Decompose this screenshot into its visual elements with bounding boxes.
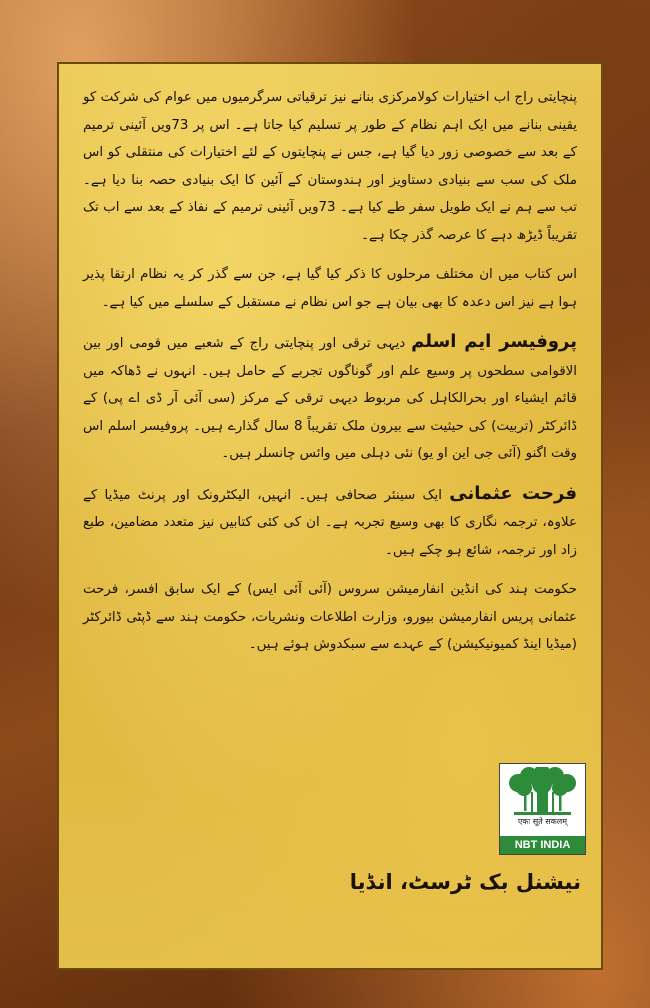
blurb-text	[83, 84, 577, 671]
career-paragraph: حکومت ہند کی انڈین انفارمیشن سروس (آئی آئی ایس) کے ایک سابق افسر، فرحت عثمانی پریس انفارمیشن بیورو، وزارت اطلاعات ونشریات، حکومت ہند سے ڈپٹی ڈائرکٹر (میڈیا اینڈ کمیونیکیشن) کے عہدے سے سبکدوش ہوئے ہیں۔	[83, 582, 577, 652]
logo-label: NBT INDIA	[500, 836, 585, 854]
author2-bio: ایک سینئر صحافی ہیں۔ انہیں، الیکٹرونک اور پرنٹ میڈیا کے علاوہ، ترجمہ نگاری کا بھی وسیع تجربہ ہے۔ ان کی کئی کتابیں نیز متعدد مضامین، طبع زاد اور ترجمہ، شائع ہو چکے ہیں۔	[83, 487, 577, 558]
back-cover-panel	[57, 62, 603, 970]
publisher-name: نیشنل بک ٹرسٹ، انڈیا	[349, 870, 581, 894]
logo-tagline: एकः सूते सकलम्	[518, 817, 567, 826]
nbt-logo	[499, 763, 586, 855]
author2-name: فرحت عثمانی	[449, 482, 577, 504]
contents-paragraph: اس کتاب میں ان مختلف مرحلوں کا ذکر کیا گیا ہے، جن سے گذر کر یہ نظام ارتقا پذیر ہوا ہے نیز اس دعدہ کا بھی بیان ہے جو اس نظام نے مستقبل کے سلسلے میں کیا ہے۔	[83, 267, 577, 310]
author1-paragraph	[83, 328, 577, 468]
author1-bio: دیہی ترقی اور پنچایتی راج کے شعبے میں قومی اور بین الاقوامی سطحوں پر وسیع علم اور گوناگوں تجربے کے حامل ہیں۔ انہوں نے ڈھاکہ میں قائم ایشیاء اور بحرالکاہل کی مربوط دیہی ترقی کے مرکز (سی آئی آر ڈی اے پی) کے ڈائرکٹر (تربیت) کی حیثیت سے بیرون ملک تقریباً 8 سال گذارے ہیں۔ پروفیسر اسلم اس وقت اگنو (آئی جی این او یو) نئی دہلی میں وائس چانسلر ہیں۔	[83, 336, 577, 461]
author2-paragraph	[83, 480, 577, 565]
author1-name: پروفیسر ایم اسلم	[411, 331, 578, 352]
banyan-tree-icon	[504, 767, 581, 817]
intro-paragraph: پنچایتی راج اب اختیارات کولامرکزی بنانے نیز ترقیاتی سرگرمیوں میں عوام کی شرکت کو یقینی بنانے میں ایک اہم نظام کے طور پر تسلیم کیا جاتا ہے۔ اس پر 73ویں آئینی ترمیم کے بعد سے خصوصی زور دیا گیا ہے، جس نے پنچایتوں کے لئے اختیارات کی منتقلی کو اس ملک کی سب سے بنیادی دستاویز اور ہندوستان کے آئین کا ایک بنیادی حصہ بنا دیا ہے۔ تب سے ہم نے ایک طویل سفر طے کیا ہے۔ 73ویں آئینی ترمیم کے نفاذ کے بعد سے اب تک تقریباً ڈیڑھ دہے کا عرصہ گذر چکا ہے۔	[83, 90, 577, 243]
